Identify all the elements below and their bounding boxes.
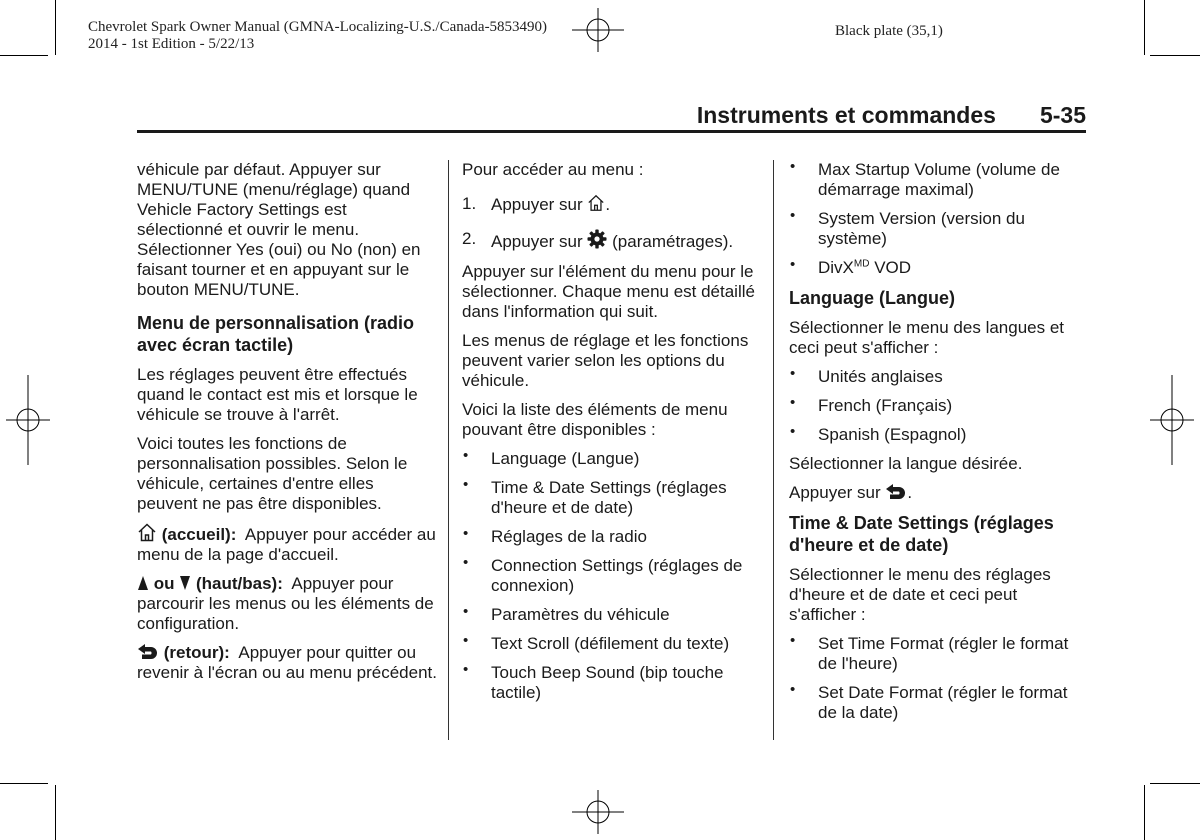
list-item-text: Max Startup Volume (volume de démarrage maximal) xyxy=(818,160,1060,199)
paragraph: Sélectionner le menu des réglages d'heure et de date et ceci peut s'afficher : xyxy=(789,565,1051,624)
bullet: • xyxy=(790,365,796,382)
crop-mark xyxy=(55,785,56,840)
press-text: Appuyer sur xyxy=(789,483,881,502)
list-item xyxy=(462,634,767,654)
down-arrow-icon xyxy=(179,575,191,591)
page-number: 5-35 xyxy=(1039,102,1086,128)
updown-definition xyxy=(137,574,437,634)
step-number: 1. xyxy=(462,194,477,213)
list-item xyxy=(462,478,767,518)
bullet: • xyxy=(790,256,796,273)
crop-mark xyxy=(0,783,48,784)
paragraph: Sélectionner le menu des langues et ceci peut s'afficher : xyxy=(789,318,1065,357)
language-list xyxy=(789,367,1089,445)
list-item-text: Connection Settings (réglages de connexion) xyxy=(491,556,743,595)
paragraph: Les réglages peuvent être effectués quand le contact est mis et lorsque le véhicule se trouve à l'arrêt. xyxy=(137,365,418,424)
back-label: (retour): xyxy=(163,643,230,662)
list-item-text: Time & Date Settings (réglages d'heure et de date) xyxy=(491,478,727,517)
plate-label: Black plate (35,1) xyxy=(835,23,943,39)
list-item xyxy=(789,367,1089,387)
list-item-text: Spanish (Espagnol) xyxy=(818,425,967,444)
column-2 xyxy=(462,160,767,712)
updown-text: Appuyer pour parcourir les menus ou les éléments de configuration. xyxy=(137,574,434,633)
home-text: Appuyer pour accéder au menu de la page d'accueil. xyxy=(137,525,436,564)
bullet: • xyxy=(790,423,796,440)
list-item-text: Unités anglaises xyxy=(818,367,943,386)
list-item-text: Set Date Format (régler le format de la date) xyxy=(818,683,1068,722)
menu-items-list xyxy=(789,160,1089,278)
bullet: • xyxy=(463,476,469,493)
bullet: • xyxy=(790,158,796,175)
time-settings-list xyxy=(789,634,1089,723)
header-rule xyxy=(137,130,1086,133)
paragraph: véhicule par défaut. Appuyer sur MENU/TUNE (menu/réglage) quand Vehicle Factory Settings est sélectionné et ouvrir le menu. Sélectionner Yes (oui) ou No (non) en faisant tourner et en appuyant sur le bouton MENU/TUNE. xyxy=(137,160,421,299)
back-definition xyxy=(137,643,437,683)
section-heading: Language (Langue) xyxy=(789,288,955,308)
or-word: ou xyxy=(153,574,175,593)
list-item-text: Text Scroll (défilement du texte) xyxy=(491,634,730,653)
paragraph xyxy=(789,483,1089,503)
bullet: • xyxy=(463,603,469,620)
home-definition xyxy=(137,523,437,565)
crop-mark xyxy=(0,55,48,56)
list-item xyxy=(789,160,1089,200)
edition-line: 2014 - 1st Edition - 5/22/13 xyxy=(88,36,255,52)
steps-list xyxy=(462,194,767,252)
column-divider xyxy=(448,160,449,740)
updown-label: (haut/bas): xyxy=(195,574,283,593)
bullet: • xyxy=(463,525,469,542)
bullet: • xyxy=(463,554,469,571)
section-title: Instruments et commandes xyxy=(696,102,996,128)
bullet: • xyxy=(463,447,469,464)
registration-mark-icon xyxy=(1150,375,1194,465)
step-text: Appuyer sur xyxy=(491,195,583,214)
list-item-text: French (Français) xyxy=(818,396,953,415)
paragraph: Pour accéder au menu : xyxy=(462,160,644,179)
menu-items-list xyxy=(462,449,767,703)
list-item xyxy=(789,425,1089,445)
divx-label: DivX xyxy=(818,258,854,277)
crop-mark xyxy=(1150,55,1200,56)
gear-icon xyxy=(587,229,607,249)
section-heading: Time & Date Settings (réglages d'heure et de date) xyxy=(789,513,1054,555)
vod-label: VOD xyxy=(874,258,912,277)
column-1 xyxy=(137,160,437,692)
list-item-text: System Version (version du système) xyxy=(818,209,1025,248)
registration-mark-icon xyxy=(572,8,624,52)
list-item xyxy=(789,683,1089,723)
registration-mark-icon xyxy=(6,375,50,465)
list-item xyxy=(462,663,767,703)
manual-info-line: Chevrolet Spark Owner Manual (GMNA-Localizing-U.S./Canada-5853490) xyxy=(88,19,548,35)
list-item xyxy=(462,229,767,252)
section-header xyxy=(697,101,1086,129)
crop-mark xyxy=(55,0,56,55)
step-number: 2. xyxy=(462,229,477,248)
trademark-sup: MD xyxy=(853,258,870,270)
section-heading: Menu de personnalisation (radio avec écran tactile) xyxy=(137,313,415,355)
column-3 xyxy=(789,160,1089,732)
paragraph: Appuyer sur l'élément du menu pour le sélectionner. Chaque menu est détaillé dans l'information qui suit. xyxy=(462,262,755,321)
home-label: (accueil): xyxy=(161,525,237,544)
crop-mark xyxy=(1144,785,1145,840)
bullet: • xyxy=(790,632,796,649)
bullet: • xyxy=(463,632,469,649)
bullet: • xyxy=(790,207,796,224)
paragraph: Voici la liste des éléments de menu pouvant être disponibles : xyxy=(462,400,728,439)
back-arrow-icon xyxy=(137,644,159,660)
back-arrow-icon xyxy=(885,484,907,500)
list-item xyxy=(462,605,767,625)
list-item xyxy=(462,527,767,547)
step-end: (paramétrages). xyxy=(612,232,734,251)
crop-mark xyxy=(1150,783,1200,784)
home-icon xyxy=(587,194,605,212)
bullet: • xyxy=(790,681,796,698)
list-item-text: Réglages de la radio xyxy=(491,527,647,546)
press-end: . xyxy=(907,483,913,502)
bullet: • xyxy=(463,661,469,678)
paragraph: Sélectionner la langue désirée. xyxy=(789,454,1023,473)
back-text: Appuyer pour quitter ou revenir à l'écran ou au menu précédent. xyxy=(137,643,437,682)
paragraph: Les menus de réglage et les fonctions peuvent varier selon les options du véhicule. xyxy=(462,331,749,390)
list-item xyxy=(789,396,1089,416)
list-item-text: Touch Beep Sound (bip touche tactile) xyxy=(491,663,724,702)
list-item-text: Paramètres du véhicule xyxy=(491,605,670,624)
home-icon xyxy=(137,523,157,542)
step-text: Appuyer sur xyxy=(491,232,583,251)
crop-mark xyxy=(1144,0,1145,55)
list-item xyxy=(789,258,1089,278)
list-item xyxy=(789,634,1089,674)
list-item-text: Language (Langue) xyxy=(491,449,640,468)
list-item xyxy=(462,556,767,596)
bullet: • xyxy=(790,394,796,411)
list-item xyxy=(789,209,1089,249)
step-end: . xyxy=(605,195,611,214)
list-item-text: Set Time Format (régler le format de l'heure) xyxy=(818,634,1069,673)
column-divider xyxy=(773,160,774,740)
registration-mark-icon xyxy=(572,790,624,834)
paragraph: Voici toutes les fonctions de personnalisation possibles. Selon le véhicule, certaines d'entre elles peuvent ne pas être disponibles. xyxy=(137,434,408,513)
list-item xyxy=(462,449,767,469)
up-arrow-icon xyxy=(137,575,149,591)
list-item xyxy=(462,194,767,215)
